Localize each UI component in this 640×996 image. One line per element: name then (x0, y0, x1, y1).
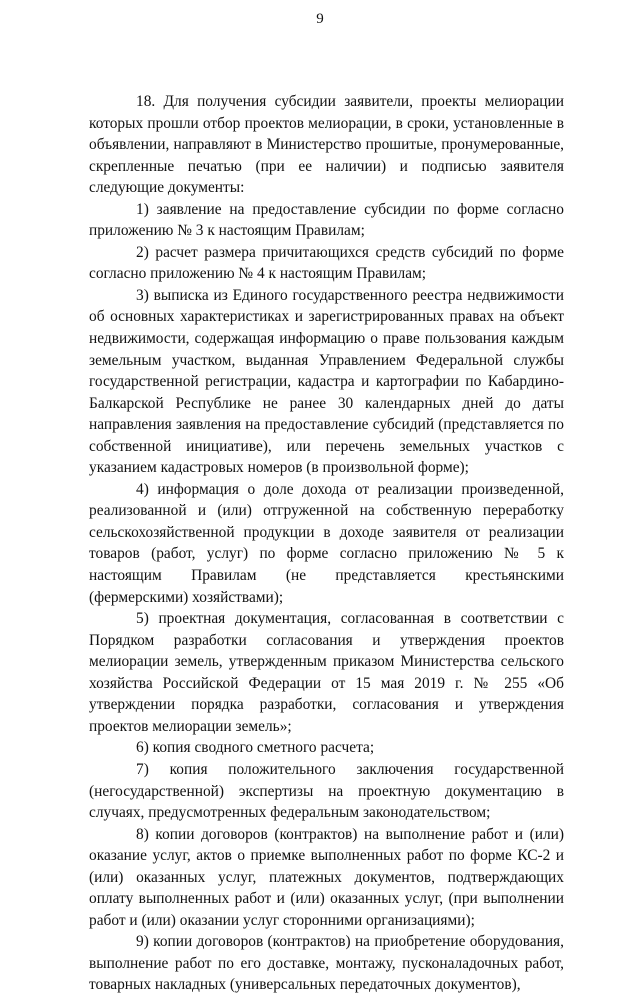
list-item-2: 2) расчет размера причитающихся средств субсидий по форме согласно приложению № 4 к настоящим Правилам; (89, 243, 564, 283)
list-item-3: 3) выписка из Единого государственного реестра недвижимости об основных характеристиках и зарегистрированных правах на объект недвижимости, содержащая информацию о праве пользования каждым земельным участком, выданная Управлением Федеральной службы государственной регистрации, кадастра и картографии по Кабардино-Балкарской Республике не ранее 30 календарных дней до даты направления заявления на предоставление субсидий (представляется по собственной инициативе), или перечень земельных участков с указанием кадастровых номеров (в произвольной форме); (89, 286, 564, 477)
list-item-4: 4) информация о доле дохода от реализации произведенной, реализованной и (или) отгруженной на собственную переработку сельскохозяйственной продукции в доходе заявителя от реализации товаров (работ, услуг) по форме согласно приложению № 5 к настоящим Правилам (не представляется крестьянскими (фермерскими) хозяйствами); (89, 480, 564, 606)
list-item-9: 9) копии договоров (контрактов) на приобретение оборудования, выполнение работ по его доставке, монтажу, пусконаладочных работ, товарных накладных (универсальных передаточных документов), (89, 933, 564, 994)
list-item-6: 6) копия сводного сметного расчета; (136, 739, 375, 757)
paragraph-18-intro: 18. Для получения субсидии заявители, проекты мелиорации которых прошли отбор проектов мелиорации, в сроки, установленные в объявлении, направляют в Министерство прошитые, пронумерованные, скрепленные печатью (при ее наличии) и подписью заявителя следующие документы: (89, 93, 564, 197)
list-item-1: 1) заявление на предоставление субсидии по форме согласно приложению № 3 к настоящим Правилам; (89, 200, 564, 240)
list-item-5: 5) проектная документация, согласованная в соответствии с Порядком разработки согласования и утверждения проектов мелиорации земель, утвержденным приказом Министерства сельского хозяйства Российской Федерации от 15 мая 2019 г. № 255 «Об утверждении порядка разработки, согласования и утверждения проектов мелиорации земель»; (89, 610, 564, 735)
list-item-7: 7) копия положительного заключения государственной (негосударственной) экспертизы на проектную документацию в случаях, предусмотренных федеральным законодательством; (89, 760, 564, 822)
page-number: 9 (316, 11, 324, 27)
list-item-8: 8) копии договоров (контрактов) на выполнение работ и (или) оказание услуг, актов о приемке выполненных работ по форме КС-2 и (или) оказанных услуг, платежных документов, подтверждающих оплату выполненных работ и (или) оказанных услуг, (при выполнении работ и (или) оказании услуг сторонними организациями); (89, 825, 564, 929)
document-body (89, 91, 564, 996)
